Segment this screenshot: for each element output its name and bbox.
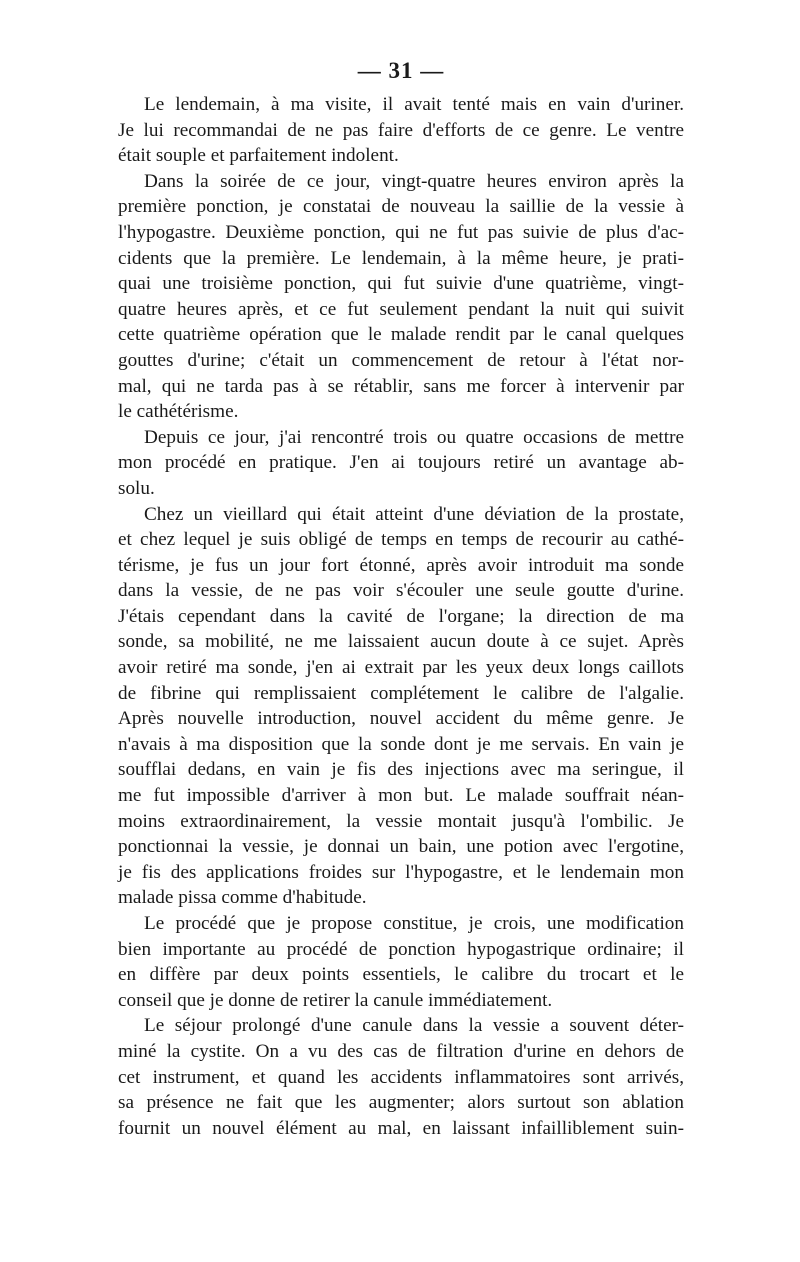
- text-line: dans la vessie, de ne pas voir s'écouler une seule goutte d'urine.: [118, 580, 684, 602]
- text-line: J'étais cependant dans la cavité de l'organe; la direction de ma: [118, 605, 684, 627]
- text-line: solu.: [118, 477, 155, 499]
- text-line: première ponction, je constatai de nouveau la saillie de la vessie à: [118, 196, 684, 218]
- text-line: sa présence ne fait que les augmenter; alors surtout son ablation: [118, 1092, 684, 1114]
- text-line: n'avais à ma disposition que la sonde dont je me servais. En vain je: [118, 733, 684, 755]
- book-page: [118, 58, 684, 1141]
- paragraph: [118, 169, 684, 425]
- body-text: [118, 92, 684, 1141]
- text-line: l'hypogastre. Deuxième ponction, qui ne fut pas suivie de plus d'ac-: [118, 221, 684, 243]
- text-line: je fis des applications froides sur l'hypogastre, et le lendemain mon: [118, 861, 684, 883]
- text-line: sonde, sa mobilité, ne me laissaient aucun doute à ce sujet. Après: [118, 631, 684, 653]
- text-line: malade pissa comme d'habitude.: [118, 887, 367, 909]
- text-line: térisme, je fus un jour fort étonné, après avoir introduit ma sonde: [118, 554, 684, 576]
- text-line: soufflai dedans, en vain je fis des injections avec ma seringue, il: [118, 759, 684, 781]
- text-line: cidents que la première. Le lendemain, à la même heure, je prati-: [118, 247, 684, 269]
- text-line: Le séjour prolongé d'une canule dans la vessie a souvent déter-: [144, 1015, 684, 1037]
- text-line: Depuis ce jour, j'ai rencontré trois ou quatre occasions de mettre: [144, 426, 684, 448]
- text-line: Le procédé que je propose constitue, je crois, une modification: [144, 913, 684, 934]
- text-line: Le lendemain, à ma visite, il avait tenté mais en vain d'uriner.: [144, 94, 684, 115]
- text-line: gouttes d'urine; c'était un commencement de retour à l'état nor-: [118, 349, 684, 371]
- text-line: Dans la soirée de ce jour, vingt-quatre heures environ après la: [144, 170, 684, 192]
- text-line: quai une troisième ponction, qui fut suivie d'une quatrième, vingt-: [118, 273, 684, 295]
- text-line: miné la cystite. On a vu des cas de filtration d'urine en dehors de: [118, 1040, 684, 1062]
- text-line: Je lui recommandai de ne pas faire d'efforts de ce genre. Le ventre: [118, 119, 684, 141]
- text-line: était souple et parfaitement indolent.: [118, 145, 399, 167]
- text-line: mon procédé en pratique. J'en ai toujours retiré un avantage ab-: [118, 452, 684, 474]
- text-line: Chez un vieillard qui était atteint d'une déviation de la prostate,: [144, 503, 684, 525]
- text-line: et chez lequel je suis obligé de temps en temps de recourir au cathé-: [118, 529, 684, 551]
- text-line: quatre heures après, et ce fut seulement pendant la nuit qui suivit: [118, 298, 684, 320]
- text-line: moins extraordinairement, la vessie montait jusqu'à l'ombilic. Je: [118, 810, 684, 832]
- paragraph: [118, 502, 684, 912]
- text-line: conseil que je donne de retirer la canule immédiatement.: [118, 989, 553, 1011]
- paragraph: [118, 425, 684, 502]
- text-line: de fibrine qui remplissaient complétement le calibre de l'algalie.: [118, 682, 684, 704]
- text-line: le cathétérisme.: [118, 401, 239, 423]
- text-line: avoir retiré ma sonde, j'en ai extrait par les yeux deux longs caillots: [118, 657, 684, 679]
- text-line: ponctionnai la vessie, je donnai un bain, une potion avec l'ergotine,: [118, 836, 684, 858]
- text-line: me fut impossible d'arriver à mon but. Le malade souffrait néan-: [118, 785, 684, 807]
- paragraph: [118, 911, 684, 1013]
- text-line: fournit un nouvel élément au mal, en laissant infailliblement suin-: [118, 1117, 684, 1139]
- text-line: cette quatrième opération que le malade rendit par le canal quelques: [118, 324, 684, 346]
- paragraph: [118, 92, 684, 169]
- paragraph: [118, 1013, 684, 1141]
- text-line: en diffère par deux points essentiels, le calibre du trocart et le: [118, 964, 684, 986]
- text-line: cet instrument, et quand les accidents inflammatoires sont arrivés,: [118, 1066, 684, 1088]
- text-line: mal, qui ne tarda pas à se rétablir, sans me forcer à intervenir par: [118, 375, 684, 397]
- page-number: — 31 —: [357, 58, 445, 83]
- text-line: bien importante au procédé de ponction hypogastrique ordinaire; il: [118, 938, 684, 960]
- text-line: Après nouvelle introduction, nouvel accident du même genre. Je: [118, 708, 684, 730]
